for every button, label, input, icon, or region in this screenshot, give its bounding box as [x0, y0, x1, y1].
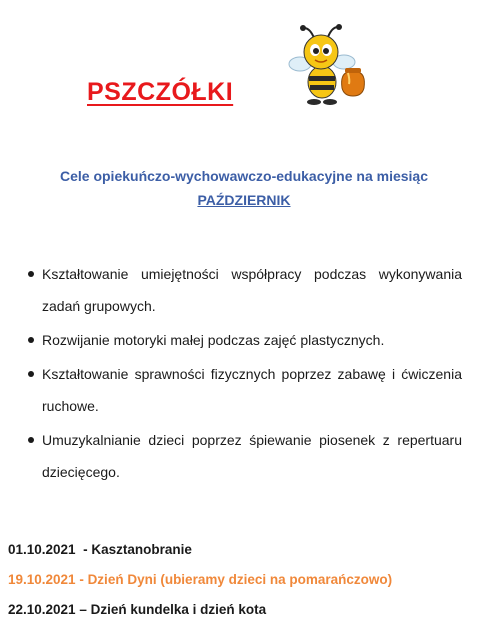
goal-item: [26, 424, 462, 488]
event-item: 22.10.2021 – Dzień kundelka i dzień kota: [8, 602, 267, 617]
bee-with-honey-pot-icon: [288, 24, 368, 108]
goal-item: [26, 258, 462, 322]
goals-list: [26, 258, 462, 490]
bullet-icon: [28, 437, 34, 443]
event-item: 01.10.2021 - Kasztanobranie: [8, 542, 192, 557]
month-label: PAŹDZIERNIK: [197, 192, 291, 208]
bullet-icon: [28, 271, 34, 277]
group-name-title: PSZCZÓŁKI: [87, 78, 234, 106]
goal-text: Umuzykalnianie dzieci poprzez śpiewanie piosenek z repertuaru dziecięcego.: [42, 432, 462, 480]
goal-text: Rozwijanie motoryki małej podczas zajęć plastycznych.: [42, 332, 385, 348]
goal-text: Kształtowanie umiejętności współpracy podczas wykonywania zadań grupowych.: [42, 266, 462, 314]
goals-heading-text: Cele opiekuńczo-wychowawczo-edukacyjne na miesiąc: [59, 168, 428, 184]
bullet-icon: [28, 371, 34, 377]
goal-item: [26, 358, 462, 422]
events-list: [8, 540, 392, 630]
goal-item: [26, 324, 462, 356]
goal-text: Kształtowanie sprawności fizycznych poprzez zabawę i ćwiczenia ruchowe.: [42, 366, 462, 414]
goals-heading: [0, 164, 488, 212]
bullet-icon: [28, 337, 34, 343]
event-item: 19.10.2021 - Dzień Dyni (ubieramy dzieci na pomarańczowo): [8, 572, 393, 587]
